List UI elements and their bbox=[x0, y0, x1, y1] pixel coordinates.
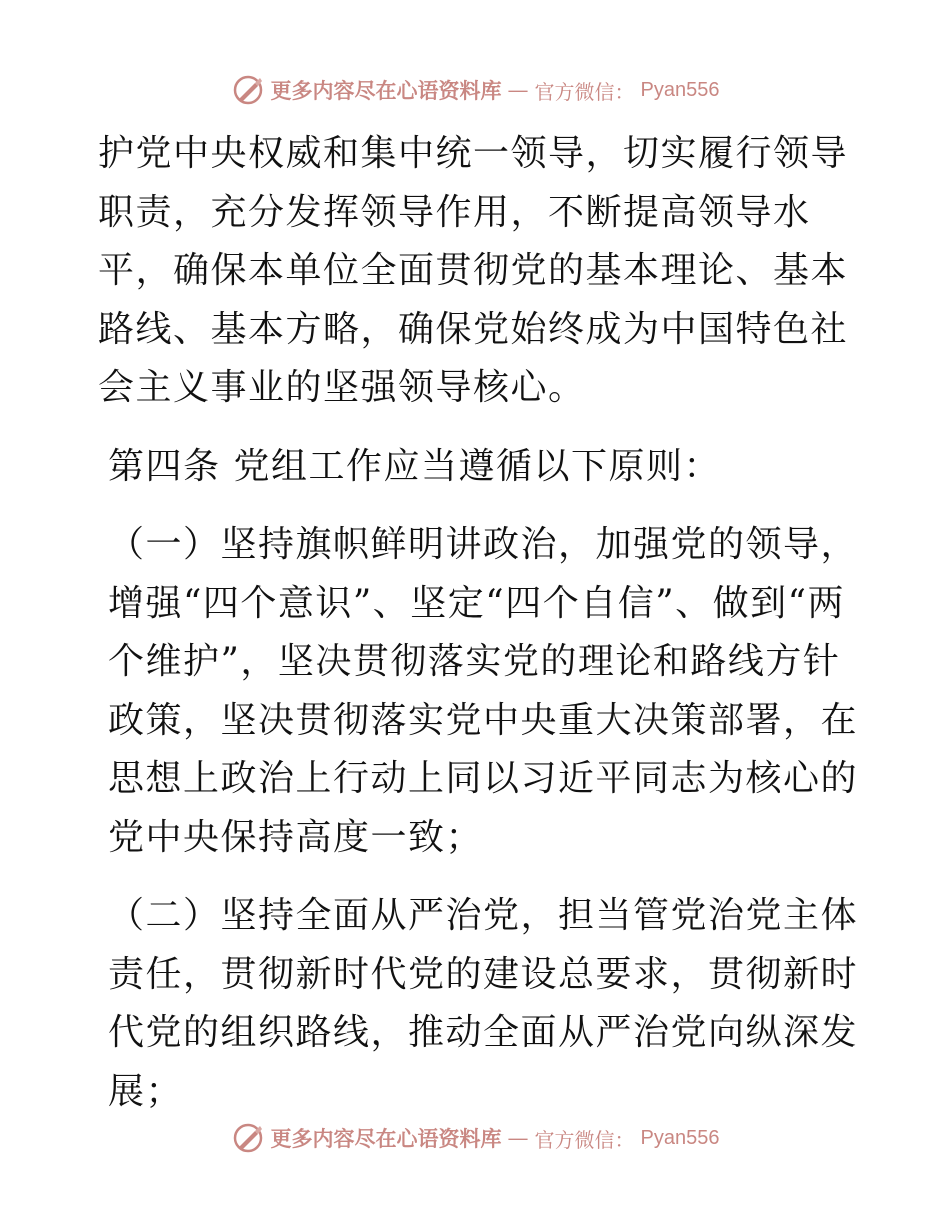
watermark-wechat-id: Pyan556 bbox=[640, 1126, 720, 1149]
principle-one: （一）坚持旗帜鲜明讲政治，加强党的领导，增强“四个意识”、坚定“四个自信”、做到“两个维护”，坚决贯彻落实党的理论和路线方针政策，坚决贯彻落实党中央重大决策部署，在思想上政治上行动上同以习近平同志为核心的党中央保持高度一致； bbox=[108, 524, 859, 858]
watermark-title: 更多内容尽在心语资料库 bbox=[270, 1126, 502, 1151]
watermark-wechat-label: 官方微信： bbox=[534, 79, 635, 104]
header-watermark bbox=[0, 70, 950, 110]
watermark-separator: — bbox=[507, 78, 529, 102]
watermark-wechat-label: 官方微信： bbox=[534, 1127, 635, 1152]
watermark-wechat-id: Pyan556 bbox=[640, 78, 720, 101]
pen-circle-logo-icon bbox=[231, 73, 265, 107]
footer-watermark bbox=[0, 1118, 950, 1158]
principle-two: （二）坚持全面从严治党，担当管党治党主体责任，贯彻新时代党的建设总要求，贯彻新时代党的组织路线，推动全面从严治党向纵深发展； bbox=[108, 895, 859, 1112]
article-four-heading: 第四条 党组工作应当遵循以下原则： bbox=[108, 445, 721, 487]
pen-circle-logo-icon bbox=[231, 1121, 265, 1155]
document-body bbox=[98, 125, 858, 1121]
paragraph-continued: 护党中央权威和集中统一领导，切实履行领导职责，充分发挥领导作用，不断提高领导水平，确保本单位全面贯彻党的基本理论、基本路线、基本方略，确保党始终成为中国特色社会主义事业的坚强领导核心。 bbox=[98, 133, 849, 408]
watermark-separator: — bbox=[507, 1126, 529, 1150]
watermark-title: 更多内容尽在心语资料库 bbox=[270, 78, 502, 103]
